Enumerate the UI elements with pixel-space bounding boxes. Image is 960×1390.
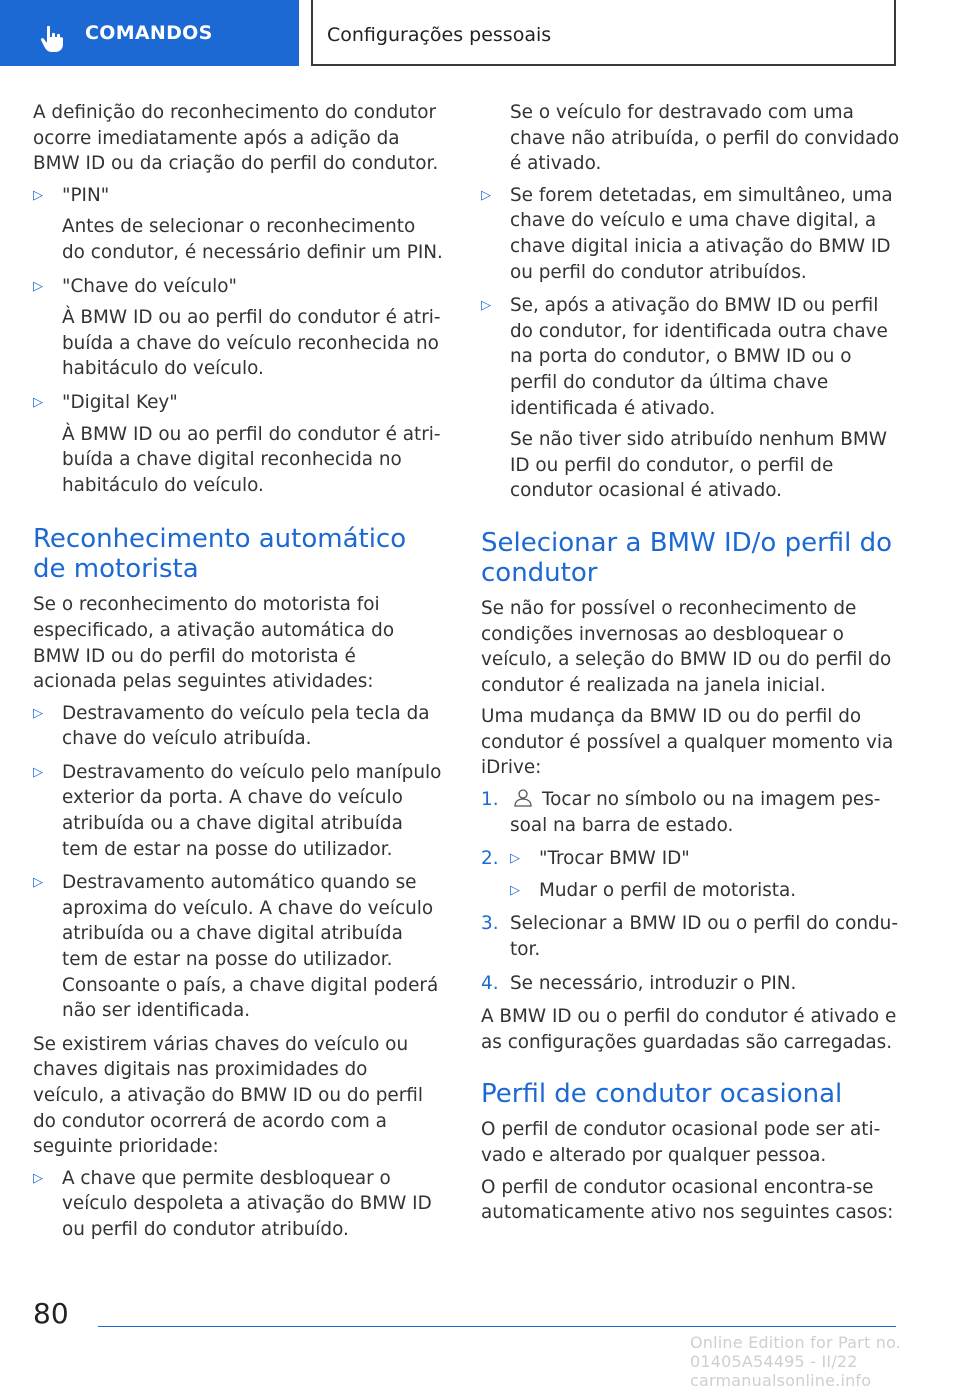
right-column bbox=[481, 100, 901, 1232]
option-title: "PIN" bbox=[62, 184, 110, 206]
chapter-tab bbox=[311, 0, 896, 66]
step-item: 1. Tocar no símbolo ou na imagem pessoal na barra de estado. bbox=[481, 789, 881, 836]
step-item: 3. Selecionar a BMW ID ou o perfil do condutor. bbox=[481, 913, 898, 961]
footer-divider bbox=[98, 1326, 896, 1327]
section-label: COMANDOS bbox=[85, 22, 213, 44]
person-profile-icon bbox=[512, 788, 534, 808]
triangle-bullet-icon: ▷ bbox=[33, 1170, 43, 1186]
priority-intro: Se existirem várias chaves do veículo ou chaves digitais nas proximidades do veículo, a ativação do BMW ID ou do perfil do condutor ocorrerá de acordo com a seguinte prioridade: bbox=[33, 1033, 423, 1158]
section-heading: Perfil de condutor ocasional bbox=[481, 1079, 843, 1110]
page-header bbox=[0, 0, 960, 66]
guest-paragraph: O perfil de condutor ocasional encontra-se automaticamente ativo nos seguintes casos: bbox=[481, 1176, 894, 1224]
select-result: A BMW ID ou o perfil do condutor é ativado e as configurações guardadas são carregadas. bbox=[481, 1006, 897, 1053]
chapter-title: Configurações pessoais bbox=[327, 24, 552, 46]
triangle-bullet-icon: ▷ bbox=[481, 187, 491, 203]
priority-continuation: Se o veículo for destravado com uma chave não atribuída, o perfil do convidado é ativado. bbox=[510, 102, 900, 175]
list-item: ▷ "Trocar BMW ID" bbox=[510, 846, 901, 872]
list-item: ▷ A chave que permite desbloquear o veículo despoleta a ativação do BMW ID ou perfil do condutor atribuído. bbox=[33, 1167, 432, 1240]
list-item: ▷ Mudar o perfil de motorista. bbox=[510, 878, 901, 904]
section-tab bbox=[0, 0, 299, 66]
option-title: "Digital Key" bbox=[62, 391, 178, 413]
step-item bbox=[481, 846, 901, 903]
triangle-bullet-icon: ▷ bbox=[510, 882, 520, 898]
guest-paragraph: O perfil de condutor ocasional pode ser ativado e alterado por qualquer pessoa. bbox=[481, 1119, 881, 1166]
triangle-bullet-icon: ▷ bbox=[33, 875, 43, 891]
step-number: 1. bbox=[481, 789, 499, 811]
section-heading: Selecionar a BMW ID/o perfil do condutor bbox=[481, 527, 893, 588]
select-paragraph: Uma mudança da BMW ID ou do perfil do condutor é possível a qualquer momento via iDrive: bbox=[481, 706, 894, 779]
triangle-bullet-icon: ▷ bbox=[510, 851, 520, 867]
triangle-bullet-icon: ▷ bbox=[33, 764, 43, 780]
option-desc: À BMW ID ou ao perfil do condutor é atribuída a chave digital reconhecida no habitáculo do veículo. bbox=[62, 423, 441, 496]
option-desc: À BMW ID ou ao perfil do condutor é atribuída a chave do veículo reconhecida no habitáculo do veículo. bbox=[62, 307, 441, 380]
watermark: Online Edition for Part no. 01405A54495 - II/22 carmanualsonline.info bbox=[690, 1333, 902, 1390]
list-item: ▷ Destravamento do veículo pela tecla da chave do veículo atribuída. bbox=[33, 702, 430, 750]
step-number: 4. bbox=[481, 972, 499, 994]
list-item: ▷ Se, após a ativação do BMW ID ou perfil do condutor, for identificada outra chave na porta do condutor, o BMW ID ou o perfil do condutor da última chave identificada é ativado. Se não tiver sido atribuído nenhum BMW ID ou perfil do condutor, o perfil de condutor ocasional é ativado. bbox=[481, 295, 888, 502]
step-item: 4. Se necessário, introduzir o PIN. bbox=[481, 971, 901, 997]
triangle-bullet-icon: ▷ bbox=[33, 394, 43, 410]
option-desc: Antes de selecionar o reconhecimento do condutor, é necessário definir um PIN. bbox=[62, 216, 443, 263]
option-title: "Chave do veículo" bbox=[62, 275, 237, 297]
section-heading: Reconhecimento automático de motorista bbox=[33, 524, 407, 585]
triangle-bullet-icon: ▷ bbox=[33, 278, 43, 294]
triangle-bullet-icon: ▷ bbox=[481, 298, 491, 314]
list-item: ▷ Destravamento do veículo pelo manípulo exterior da porta. A chave do veículo atribuída ou a chave digital atribuída tem de estar na posse do utilizador. bbox=[33, 761, 442, 860]
list-item bbox=[33, 183, 443, 266]
list-item: ▷ Se forem detetadas, em simultâneo, uma chave do veículo e uma chave digital, a chave digital inicia a ativação do BMW ID ou perfil do condutor atribuídos. bbox=[481, 184, 893, 283]
auto-intro: Se o reconhecimento do motorista foi especificado, a ativação automática do BMW ID ou do perfil do motorista é acionada pelas seguintes atividades: bbox=[33, 594, 395, 693]
select-paragraph: Se não for possível o reconhecimento de condições invernosas ao desbloquear o veículo, a seleção do BMW ID ou do perfil do condutor é realizada na janela inicial. bbox=[481, 597, 892, 696]
step-number: 2. bbox=[481, 848, 499, 870]
triangle-bullet-icon: ▷ bbox=[33, 705, 43, 721]
list-item bbox=[33, 274, 443, 382]
list-item bbox=[33, 390, 443, 498]
intro-paragraph: A definição do reconhecimento do condutor ocorre imediatamente após a adição da BMW ID ou da criação do perfil do condutor. bbox=[33, 102, 439, 175]
page-number: 80 bbox=[33, 1297, 69, 1330]
list-item: ▷ Destravamento automático quando se aproxima do veículo. A chave do veículo atribuída ou a chave digital atribuída tem de estar na posse do utilizador. Consoante o país, a chave digital poderá não ser identificada. bbox=[33, 872, 439, 1022]
left-column bbox=[33, 100, 443, 1251]
hand-touch-icon bbox=[38, 24, 66, 54]
step-number: 3. bbox=[481, 913, 499, 935]
triangle-bullet-icon: ▷ bbox=[33, 187, 43, 203]
